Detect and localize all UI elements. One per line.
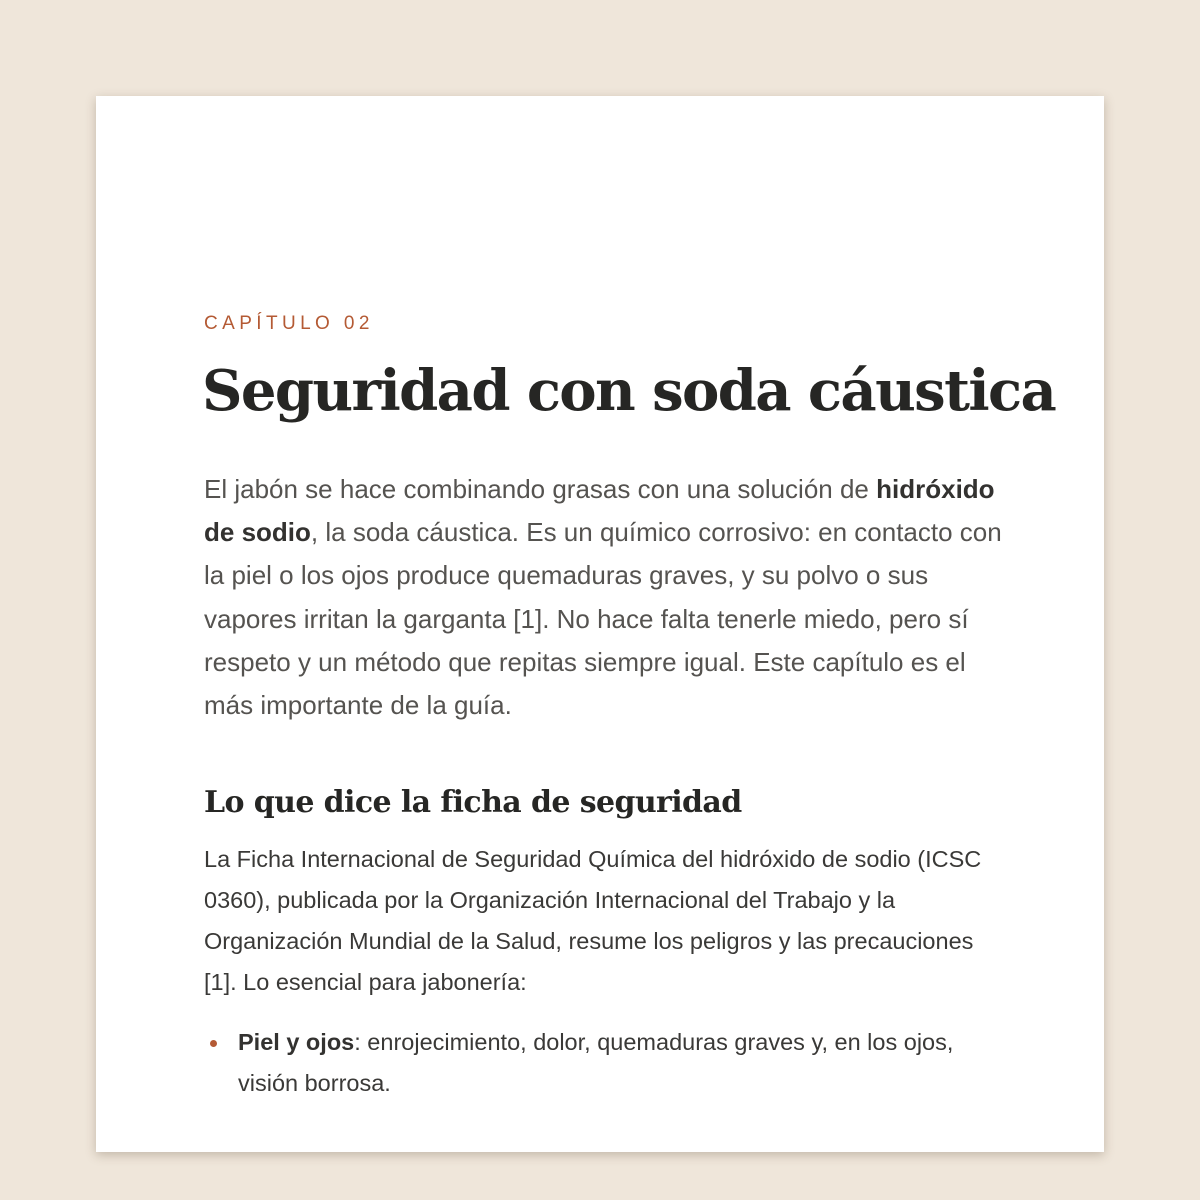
bullet-dot-icon xyxy=(210,1040,217,1047)
chapter-title: Seguridad con soda cáustica xyxy=(202,358,1056,424)
list-item-label: Piel y ojos xyxy=(238,1029,355,1056)
intro-text-before: El jabón se hace combinando grasas con una solución de xyxy=(204,474,877,504)
section-paragraph: La Ficha Internacional de Seguridad Química del hidróxido de sodio (ICSC 0360), publicada por la Organización Internacional del Trabajo y la Organización Mundial de la Salud, resume los peligros y las precauciones [1]. Lo esencial para jabonería: xyxy=(204,846,982,995)
hazard-list xyxy=(204,1022,1004,1104)
intro-text-after: , la soda cáustica. Es un químico corrosivo: en contacto con la piel o los ojos produce quemaduras graves, y su polvo o sus vapores irritan la garganta [1]. No hace falta tenerle miedo, pero sí respeto y un método que repitas siempre igual. Este capítulo es el más importante de la guía. xyxy=(204,517,1002,721)
chapter-content xyxy=(202,312,1056,1104)
list-item-text: : enrojecimiento, dolor, quemaduras graves y, en los ojos, visión borrosa. xyxy=(238,1029,954,1097)
chapter-kicker: CAPÍTULO 02 xyxy=(204,313,374,334)
list-item xyxy=(204,1022,1004,1104)
intro-paragraph xyxy=(204,468,1004,727)
intro-bold-term: hidróxido de sodio xyxy=(204,474,995,548)
section-title: Lo que dice la ficha de seguridad xyxy=(204,785,742,821)
document-page xyxy=(96,96,1104,1152)
